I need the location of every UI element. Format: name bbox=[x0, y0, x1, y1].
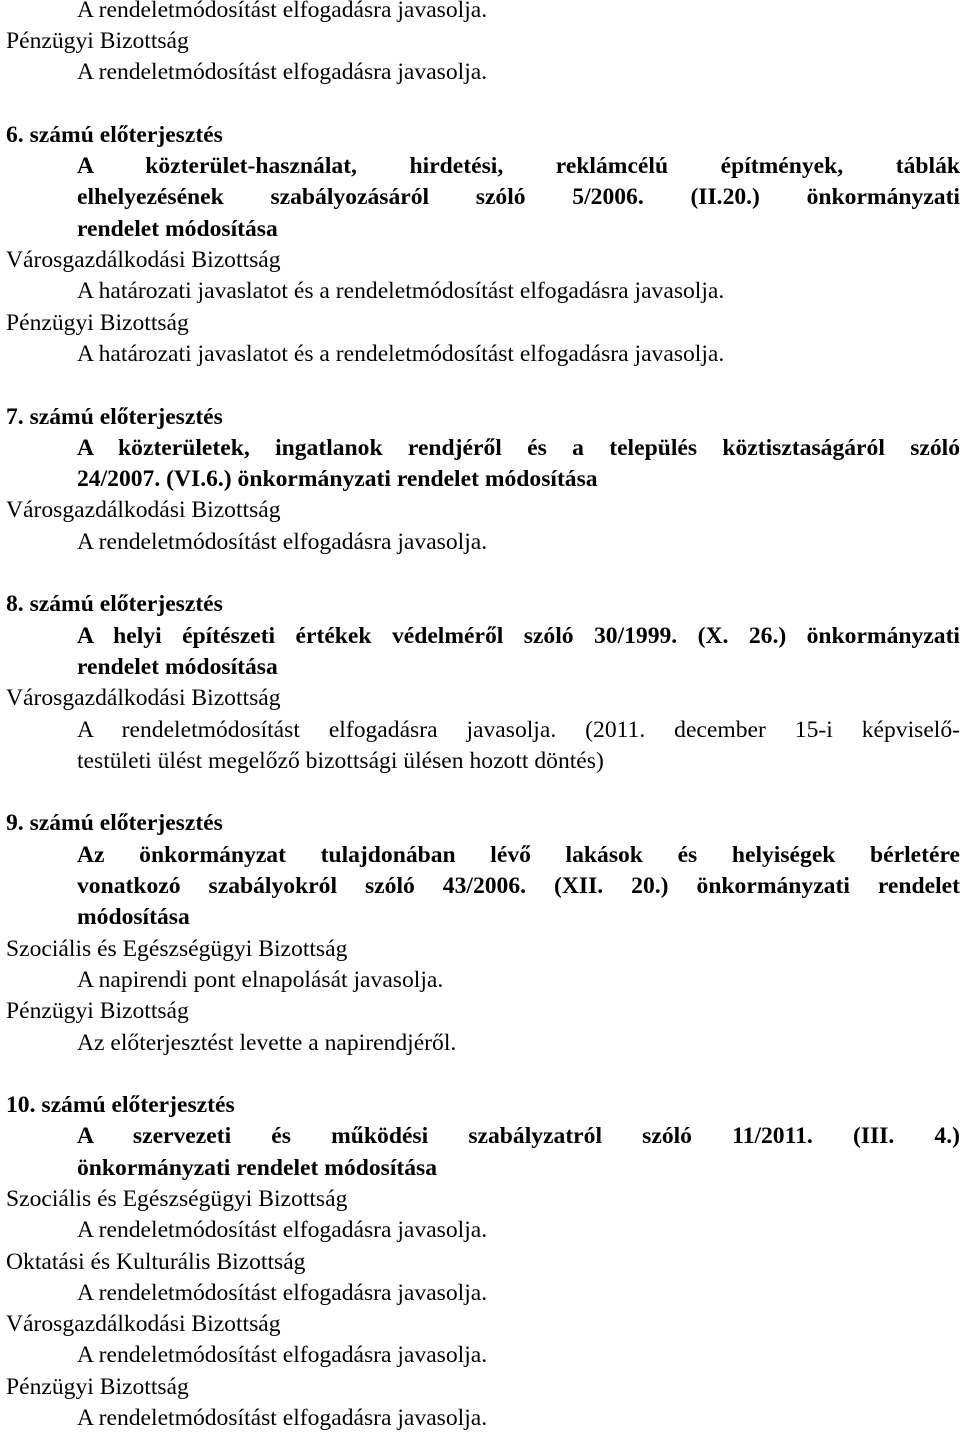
decision-text: A napirendi pont elnapolását javasolja. bbox=[77, 966, 444, 993]
committee-name: Oktatási és Kulturális Bizottság bbox=[6, 1248, 306, 1275]
committee-name: Városgazdálkodási Bizottság bbox=[6, 1311, 281, 1338]
decision-text: Az előterjesztést levette a napirendjéről. bbox=[77, 1029, 457, 1056]
item-title-line: rendelet módosítása bbox=[77, 215, 278, 242]
decision-text: testületi ülést megelőző bizottsági ülésen hozott döntés) bbox=[77, 747, 604, 774]
item-title-line: módosítása bbox=[77, 904, 190, 931]
item-title-line: A közterületek, ingatlanok rendjéről és a település köztisztaságáról szóló bbox=[77, 434, 960, 461]
item-heading: 9. számú előterjesztés bbox=[6, 810, 223, 837]
committee-name: Városgazdálkodási Bizottság bbox=[6, 497, 281, 524]
committee-name: Pénzügyi Bizottság bbox=[6, 998, 189, 1025]
item-title-line: 24/2007. (VI.6.) önkormányzati rendelet módosítása bbox=[77, 466, 598, 493]
item-heading: 10. számú előterjesztés bbox=[6, 1092, 235, 1119]
decision-text: A határozati javaslatot és a rendeletmódosítást elfogadásra javasolja. bbox=[77, 278, 725, 305]
committee-name: Városgazdálkodási Bizottság bbox=[6, 247, 281, 274]
decision-text: A rendeletmódosítást elfogadásra javasolja. bbox=[77, 1279, 488, 1306]
decision-text: A rendeletmódosítást elfogadásra javasolja. bbox=[77, 528, 488, 555]
item-title-line: vonatkozó szabályokról szóló 43/2006. (XII. 20.) önkormányzati rendelet bbox=[77, 873, 960, 900]
decision-text: A rendeletmódosítást elfogadásra javasolja. bbox=[77, 59, 488, 86]
item-heading: 6. számú előterjesztés bbox=[6, 121, 223, 148]
committee-name: Szociális és Egészségügyi Bizottság bbox=[6, 1185, 348, 1212]
decision-text: A rendeletmódosítást elfogadásra javasolja. bbox=[77, 1342, 488, 1369]
item-title-line: önkormányzati rendelet módosítása bbox=[77, 1154, 438, 1181]
item-title-line: Az önkormányzat tulajdonában lévő lakások és helyiségek bérletére bbox=[77, 841, 960, 868]
committee-name: Pénzügyi Bizottság bbox=[6, 1373, 189, 1400]
decision-text: A rendeletmódosítást elfogadásra javasolja. bbox=[77, 1405, 488, 1432]
decision-text: A rendeletmódosítást elfogadásra javasolja. bbox=[77, 0, 488, 23]
committee-name: Szociális és Egészségügyi Bizottság bbox=[6, 935, 348, 962]
committee-name: Városgazdálkodási Bizottság bbox=[6, 685, 281, 712]
item-title-line: A közterület-használat, hirdetési, reklámcélú építmények, táblák bbox=[77, 153, 960, 180]
item-title-line: A helyi építészeti értékek védelméről szóló 30/1999. (X. 26.) önkormányzati bbox=[77, 622, 960, 649]
item-heading: 8. számú előterjesztés bbox=[6, 591, 223, 618]
decision-text: A rendeletmódosítást elfogadásra javasolja. (2011. december 15-i képviselő- bbox=[77, 716, 960, 743]
committee-name: Pénzügyi Bizottság bbox=[6, 28, 189, 54]
committee-name: Pénzügyi Bizottság bbox=[6, 309, 189, 336]
document-page bbox=[6, 0, 960, 1434]
item-title-line: A szervezeti és működési szabályzatról szóló 11/2011. (III. 4.) bbox=[77, 1123, 960, 1150]
item-title-line: elhelyezésének szabályozásáról szóló 5/2006. (II.20.) önkormányzati bbox=[77, 184, 960, 211]
item-title-line: rendelet módosítása bbox=[77, 653, 278, 680]
decision-text: A határozati javaslatot és a rendeletmódosítást elfogadásra javasolja. bbox=[77, 340, 725, 367]
decision-text: A rendeletmódosítást elfogadásra javasolja. bbox=[77, 1217, 488, 1244]
item-heading: 7. számú előterjesztés bbox=[6, 403, 223, 430]
